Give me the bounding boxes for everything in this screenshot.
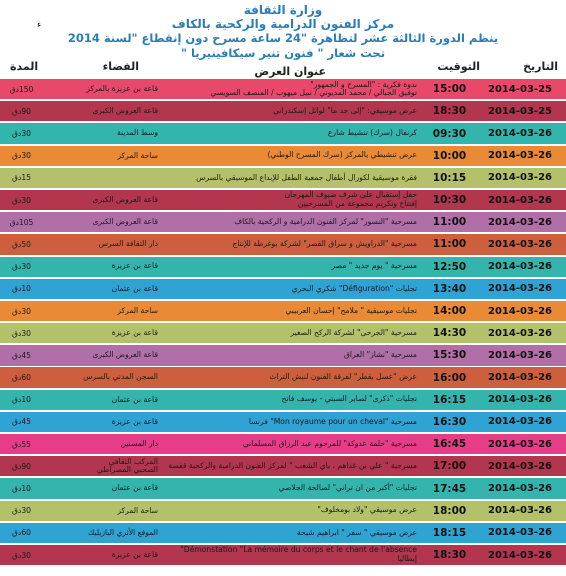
table-row [0, 367, 566, 387]
title-cell: عرض موسيقي " سفر " ابراهيم شيحة [296, 527, 417, 537]
duration-cell: 45دق [12, 417, 31, 427]
col-title-header: عنوان العرض [254, 65, 326, 78]
time-cell: 18:30 [432, 549, 467, 562]
venue-cell: قاعة بن عزيزة [111, 549, 158, 559]
title-cell: عرض موسيقي "ولاد بومخلوف" [317, 505, 417, 515]
time-cell: 11:00 [432, 238, 467, 251]
venue-cell: دار المسنين [120, 438, 158, 448]
duration-cell: 10دق [12, 395, 31, 405]
venue-cell: قاعة بن عزيزة بالمركز [86, 83, 158, 93]
table-row [0, 434, 566, 454]
time-cell: 10:15 [432, 171, 467, 184]
venue-cell: قاعة بن عثمان [111, 283, 158, 293]
time-cell: 10:00 [432, 149, 467, 162]
table-row [0, 412, 566, 432]
time-cell: 18:15 [432, 526, 467, 539]
duration-cell: 30دق [12, 328, 31, 338]
title-cell: كرنفال (سرك) تنشيط شارع [327, 128, 417, 138]
duration-cell: 60دق [12, 528, 31, 538]
title-cell: مسرحية " علي بن غذاهم ، باي الشعب " لمركز الفنون الدرامية والركحية قفصة [168, 461, 417, 471]
duration-cell: 90دق [12, 461, 31, 471]
title-cell: مسرحية "Mon royaume pour un cheval" فرنسا [248, 416, 417, 426]
table-row [0, 456, 566, 476]
table-row [0, 301, 566, 321]
date-cell: 2014-03-26 [488, 305, 552, 317]
date-cell: 2014-03-26 [488, 372, 552, 384]
table-row [0, 190, 566, 210]
date-cell: 2014-03-26 [488, 150, 552, 162]
title-cell: Démonstation "La mémoire du corps et le chant de l'absence" إيطاليا [180, 545, 417, 564]
venue-cell: الموقع الأثري البازيليك [88, 527, 158, 537]
table-row [0, 345, 566, 365]
time-cell: 15:00 [432, 83, 467, 96]
table-row [0, 234, 566, 254]
venue-cell: قاعة بن عثمان [111, 483, 158, 493]
venue-cell: المركب الثقافي الصحبي المصراطي [96, 456, 158, 475]
venue-cell: ساحة المركز [117, 305, 158, 315]
date-cell: 2014-03-26 [488, 460, 552, 472]
date-cell: 2014-03-26 [488, 438, 552, 450]
time-cell: 14:30 [432, 327, 467, 340]
date-cell: 2014-03-26 [488, 549, 552, 561]
time-cell: 18:30 [432, 105, 467, 118]
date-cell: 2014-03-26 [488, 194, 552, 206]
duration-cell: 10دق [12, 284, 31, 294]
duration-cell: 105دق [9, 217, 34, 227]
title-cell: عرض تنشيطي بالمركز (سرك المسرح الوطني) [267, 150, 417, 160]
date-cell: 2014-03-26 [488, 349, 552, 361]
table-row [0, 257, 566, 277]
time-cell: 16:15 [432, 393, 467, 406]
time-cell: 14:00 [432, 305, 467, 318]
duration-cell: 55دق [12, 439, 31, 449]
title-cell: عرض "عسل بقطر" لفرقة الفنون لنبش التراث [269, 372, 417, 382]
time-cell: 15:30 [432, 349, 467, 362]
duration-cell: 30دق [12, 550, 31, 560]
venue-cell: ساحة المركز [117, 505, 158, 515]
table-row [0, 101, 566, 121]
time-cell: 13:40 [432, 282, 467, 295]
time-cell: 16:30 [432, 415, 467, 428]
title-cell: مسرحية "حلمة عدوكة" للمرحوم عبد الرزاق المسلماني [242, 438, 417, 448]
title-cell: مسرحية " يوم جديد " مصر [331, 261, 417, 271]
venue-cell: قاعة بن عزيزة [111, 328, 158, 337]
table-row [0, 123, 566, 143]
duration-cell: 45دق [12, 350, 31, 360]
table-row [0, 168, 566, 188]
venue-cell: ساحة المركز [117, 150, 158, 160]
venue-cell: قاعة بن عثمان [111, 394, 158, 404]
time-cell: 10:30 [432, 194, 467, 207]
duration-cell: 150دق [9, 84, 34, 94]
venue-cell: قاعة العروض الكبرى [92, 194, 158, 204]
title-cell: ندوة فكرية : "المسرح و الجمهور" توفيق الجبالي / محمد المديوني / نبيل ميهوب / المنصف السويسي [210, 79, 417, 98]
table-row [0, 146, 566, 166]
date-cell: 2014-03-26 [488, 416, 552, 428]
time-cell: 16:00 [432, 371, 467, 384]
venue-cell: قاعة العروض الكبرى [92, 217, 158, 227]
table-row [0, 478, 566, 498]
date-cell: 2014-03-25 [488, 83, 552, 95]
date-cell: 2014-03-26 [488, 172, 552, 184]
col-time-header: التوقيت [437, 60, 480, 73]
venue-cell: قاعة العروض الكبرى [92, 106, 158, 116]
date-cell: 2014-03-26 [488, 216, 552, 228]
column-headers [0, 60, 566, 76]
table-row [0, 79, 566, 99]
center-title: مركز الفنون الدرامية والركحية بالكاف [171, 17, 395, 31]
duration-cell: 30دق [12, 195, 31, 205]
title-cell: حفل إستقبال على شرف ضيوف المهرجان إفتتاح وتكريم مجموعة من المسرحيين [284, 190, 417, 209]
time-cell: 17:00 [432, 460, 467, 473]
title-cell: مسرحية "نشاز" العراق [343, 350, 417, 360]
date-cell: 2014-03-26 [488, 283, 552, 295]
duration-cell: 30دق [12, 306, 31, 316]
edition-line: ينظم الدورة الثالثة عشر لتظاهرة "24 ساعة مسرح دون إنقطاع "لسنة 2014 [67, 31, 499, 45]
title-cell: تجليات "ذكرى" لصابر السبتي - يوسف فاتح [281, 394, 417, 404]
table-row [0, 390, 566, 410]
table-row [0, 545, 566, 565]
table-row [0, 279, 566, 299]
time-cell: 16:45 [432, 438, 467, 451]
venue-cell: دار الثقافة السرس [98, 239, 158, 249]
col-duration-header: المدة [10, 60, 39, 73]
table-row [0, 323, 566, 343]
slogan-line: تحت شعار " فنون تنير سيكافينيريا " [180, 46, 386, 60]
title-cell: تجليات "Défiguration" شكري البحري [291, 283, 417, 293]
col-date-header: التاريخ [523, 60, 558, 73]
duration-cell: 50دق [12, 239, 31, 249]
venue-cell: قاعة العروض الكبرى [92, 350, 158, 360]
table-row [0, 212, 566, 232]
date-cell: 2014-03-26 [488, 238, 552, 250]
title-cell: مسرحية "الجرحى" لشركة الركح الصغير [290, 327, 417, 337]
duration-cell: 10دق [12, 484, 31, 494]
time-cell: 12:50 [432, 260, 467, 273]
venue-cell [45, 168, 161, 188]
date-cell: 2014-03-26 [488, 483, 552, 495]
date-cell: 2014-03-26 [488, 394, 552, 406]
time-cell: 09:30 [432, 127, 467, 140]
venue-cell: قاعة بن عزيزة [111, 416, 158, 426]
duration-cell: 30دق [12, 129, 31, 139]
table-row [0, 523, 566, 543]
venue-cell: السجن المدني بالسرس [83, 372, 158, 382]
duration-cell: 30دق [12, 151, 31, 161]
date-cell: 2014-03-26 [488, 327, 552, 339]
title-cell: عرض موسيقي: "إلى حد ما" لوائل إسكندراني [273, 106, 417, 116]
time-cell: 11:00 [432, 216, 467, 229]
duration-cell: 60دق [12, 373, 31, 383]
title-cell: تجليات موسيقية " ملامح" إحسان العربيبي [285, 305, 417, 315]
duration-cell: 30دق [12, 262, 31, 272]
date-cell: 2014-03-26 [488, 261, 552, 273]
date-cell: 2014-03-26 [488, 527, 552, 539]
venue-cell: قاعة بن عزيزة [111, 261, 158, 271]
date-cell: 2014-03-26 [488, 505, 552, 517]
schedule-table [0, 79, 566, 567]
date-cell: 2014-03-26 [488, 128, 552, 140]
venue-cell: وسط المدينة [117, 128, 158, 138]
duration-cell: 90دق [12, 106, 31, 116]
duration-cell: 30دق [12, 506, 31, 516]
table-row [0, 501, 566, 521]
title-cell: تجليات "أكبر من ان تراني" لصالحة الجلاصي [278, 483, 417, 493]
date-cell: 2014-03-25 [488, 105, 552, 117]
col-venue-header: الفضاء [102, 60, 139, 73]
ministry-title: وزارة الثقافة [243, 3, 323, 17]
corner-mark: ء [37, 20, 42, 30]
time-cell: 18:00 [432, 504, 467, 517]
title-cell: مسرحية "الدراويش و سراق القصر" لشركة بوغرطة للإنتاج [232, 239, 417, 249]
duration-cell: 15دق [12, 173, 31, 183]
time-cell: 17:45 [432, 482, 467, 495]
title-cell: فقرة موسيقية لكورال أطفال جمعية الطفل للإبداع الموسيقي بالسرس [196, 172, 417, 182]
title-cell: مسرحية "النسور" لمركز الفنون الدرامية و الركحية بالكاف [234, 216, 417, 226]
